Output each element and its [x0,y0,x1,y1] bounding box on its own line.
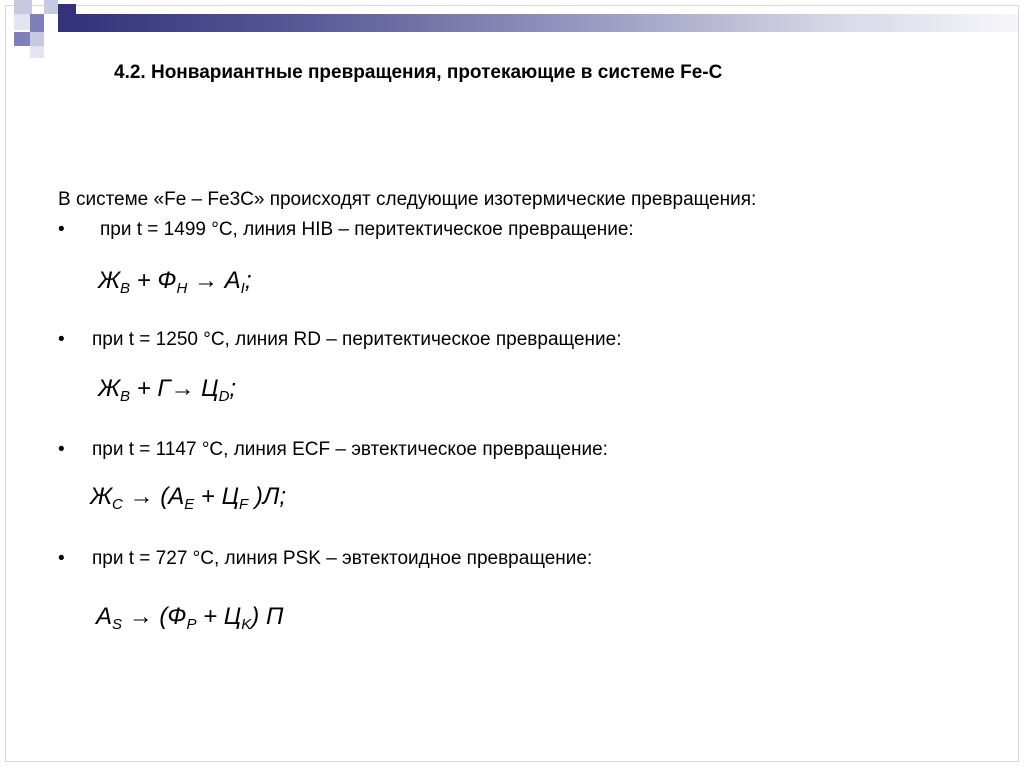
deco-square-3 [58,4,76,32]
formula-2: $Ж_B + Г\to Ц_D$; [98,375,237,405]
intro-text: В системе «Fe – Fe3C» происходят следующие изотермические превращения: [58,189,757,210]
deco-square-7 [30,32,44,46]
bullet-2: • [58,329,65,350]
formula-3: $Ж_C \to (А_E + Ц_F$ )Л; [90,483,286,513]
header-gradient-bar [76,14,1018,32]
deco-square-6 [14,32,30,46]
item-2-text: при t = 1250 °С, линия RD – перитектическое превращение: [92,329,622,350]
deco-square-1 [14,0,32,14]
item-1-text: при t = 1499 °С, линия HIB – перитектическое превращение: [100,219,634,240]
formula-1: $Ж_B + Ф_H \to А_I$; [98,267,252,297]
header-decoration [0,0,1024,60]
item-4-text: при t = 727 °С, линия PSK – эвтектоидное превращение: [92,548,593,569]
bullet-1: • [58,219,65,240]
slide-title: 4.2. Нонвариантные превращения, протекающие в системе Fe-C [114,62,723,83]
formula-4: $А_S \to (Ф_P + Ц_K)$ П [96,603,284,633]
bullet-3: • [58,439,65,460]
deco-square-2 [44,0,58,14]
deco-square-4 [14,14,30,30]
bullet-4: • [58,548,65,569]
deco-square-5 [30,14,44,32]
deco-square-8 [30,46,44,58]
item-3-text: при t = 1147 °С, линия ECF – эвтектическое превращение: [92,439,608,460]
